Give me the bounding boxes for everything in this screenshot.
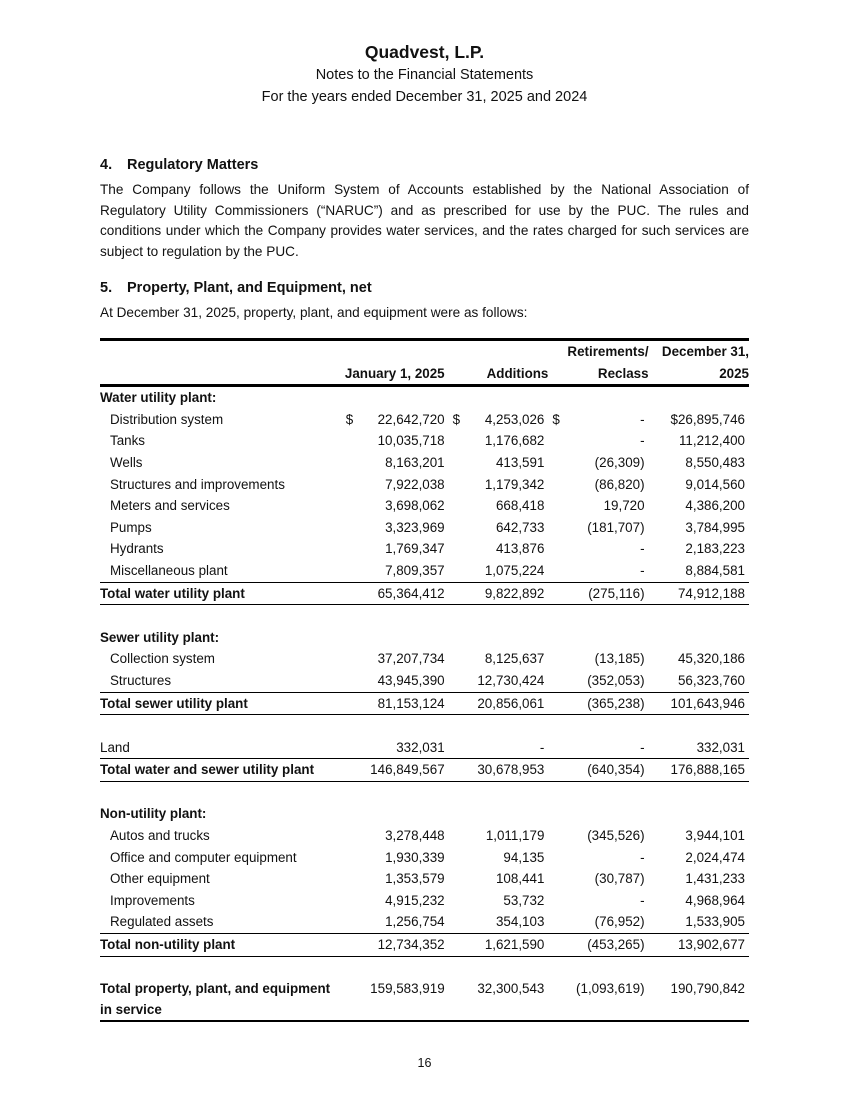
notes-content <box>100 155 749 336</box>
table-row: Land 332,031 - - 332,031 <box>100 739 745 755</box>
table-row: Hydrants 1,769,347 413,876 - 2,183,223 <box>110 541 745 557</box>
section-4-title: Regulatory Matters <box>127 157 259 173</box>
table-row: Distribution system $ 22,642,720 $ 4,253,026 $ - $26,895,746 <box>100 409 749 431</box>
table-header-row-2 <box>100 363 749 386</box>
table-row: Autos and trucks 3,278,448 1,011,179 (345,526) 3,944,101 <box>110 828 745 844</box>
table-row: Regulated assets 1,256,754 354,103 (76,952) 1,533,905 <box>110 914 745 930</box>
table-row: Structures and improvements 7,922,038 1,179,342 (86,820) 9,014,560 <box>110 476 745 492</box>
section-5-heading <box>100 278 749 298</box>
table-row: Wells 8,163,201 413,591 (26,309) 8,550,483 <box>110 454 745 470</box>
company-name: Quadvest, L.P. <box>364 42 485 62</box>
total-row: Total water utility plant 65,364,412 9,822,892 (275,116) 74,912,188 <box>100 582 749 605</box>
col-retirements-line2: Reclass <box>548 363 648 386</box>
statement-subtitle: Notes to the Financial Statements <box>315 67 534 83</box>
section-5-intro: At December 31, 2025, property, plant, and equipment were as follows: <box>100 305 528 320</box>
total-row: Total non-utility plant 12,734,352 1,621,590 (453,265) 13,902,677 <box>100 934 749 957</box>
statement-period: For the years ended December 31, 2025 and 2024 <box>261 89 588 105</box>
table-row: Tanks 10,035,718 1,176,682 - 11,212,400 <box>110 433 745 449</box>
table-row: Other equipment 1,353,579 108,441 (30,787) 1,431,233 <box>110 871 745 887</box>
currency-symbol: $ <box>345 411 354 427</box>
currency-symbol: $ <box>552 411 560 427</box>
col-dec-line2: 2025 <box>649 363 749 386</box>
section-4-body: The Company follows the Uniform System of Accounts established by the National Association of Regulatory Utility Commissioners (“NARUC”) and as prescribed for use by the PUC. The rules and conditions under which the Company provides water services, and the rates charged for such services are subject to regulation by the PUC. <box>100 182 749 259</box>
table-row: Structures 43,945,390 12,730,424 (352,053) 56,323,760 <box>110 672 745 688</box>
section-5-title: Property, Plant, and Equipment, net <box>127 280 372 296</box>
table-row: Collection system 37,207,734 8,125,637 (13,185) 45,320,186 <box>110 651 745 667</box>
page-number: 16 <box>417 1056 432 1070</box>
table-row: Office and computer equipment 1,930,339 94,135 - 2,024,474 <box>110 849 745 865</box>
group-heading: Non-utility plant: <box>100 806 207 822</box>
table-row: Miscellaneous plant 7,809,357 1,075,224 - 8,884,581 <box>110 562 745 578</box>
grand-total-row: Total property, plant, and equipment in service 159,583,919 32,300,543 (1,093,619) 190,790,842 <box>100 978 749 1021</box>
section-4-heading <box>100 155 749 175</box>
group-heading: Water utility plant: <box>100 390 217 406</box>
total-row: Total water and sewer utility plant 146,849,567 30,678,953 (640,354) 176,888,165 <box>100 759 749 782</box>
table-row: Meters and services 3,698,062 668,418 19,720 4,386,200 <box>110 498 745 514</box>
col-additions: Additions <box>449 363 549 386</box>
currency-symbol: $ <box>452 411 461 427</box>
table-header-row-1 <box>100 340 749 363</box>
ppe-table <box>100 338 749 1022</box>
table-row: Improvements 4,915,232 53,732 - 4,968,964 <box>110 892 745 908</box>
col-dec-line1: December 31, <box>649 340 749 363</box>
table-row: Pumps 3,323,969 642,733 (181,707) 3,784,995 <box>110 519 745 535</box>
total-row: Total sewer utility plant 81,153,124 20,856,061 (365,238) 101,643,946 <box>100 692 749 715</box>
col-jan: January 1, 2025 <box>342 363 449 386</box>
page-header <box>0 40 849 108</box>
section-5-number: 5. <box>100 280 113 296</box>
group-heading: Sewer utility plant: <box>100 629 220 645</box>
col-retirements-line1: Retirements/ <box>548 340 648 363</box>
section-4-number: 4. <box>100 157 113 173</box>
